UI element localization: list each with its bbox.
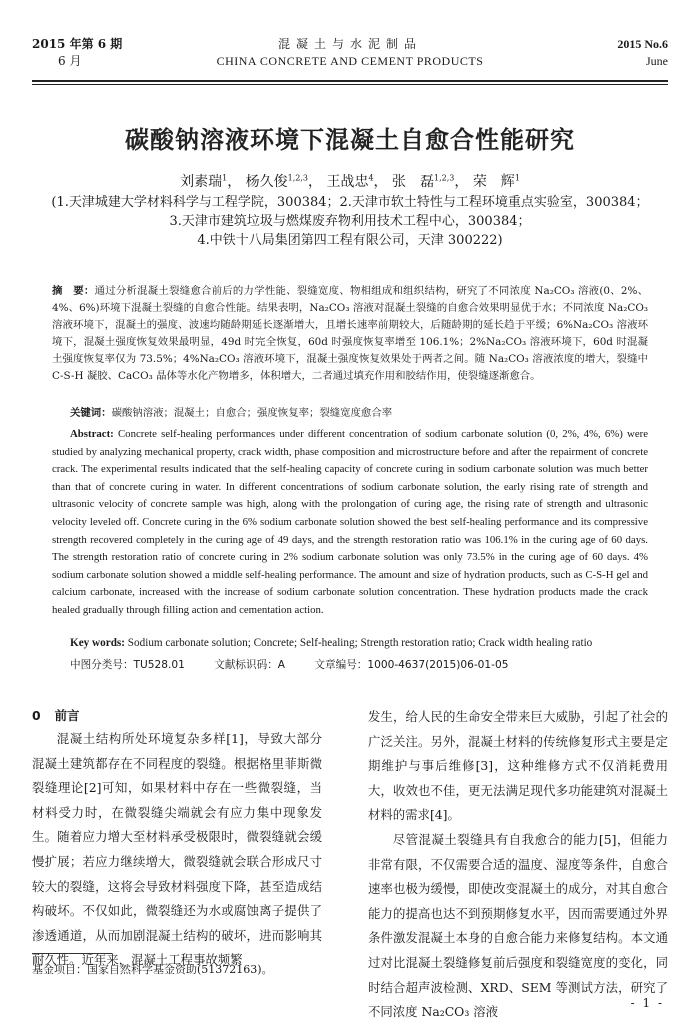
abstract-cn-label: 摘 要：: [52, 285, 95, 297]
header-issue-number: 2015 No.6: [617, 37, 668, 51]
affiliation-line: 3.天津市建筑垃圾与燃煤废弃物利用技术工程中心，300384；: [169, 214, 531, 229]
author-list: 刘素瑞$^1$， 杨久俊$^{1,2,3}$， 王战忠$^4$， 张 磊$^{1,2,3}$， 荣 辉$^1$: [180, 173, 520, 190]
document-code: 文献标识码：A: [214, 659, 286, 671]
author: 荣 辉$^1$: [472, 173, 520, 190]
page-number: - 1 -: [630, 996, 664, 1010]
classification-line: [70, 657, 648, 672]
body-paragraph: 混凝土结构所处环境复杂多样[1]，导致大部分混凝土建筑都存在不同程度的裂缝。根据格里菲斯微裂缝理论[2]可知，如果材料中存在一些微裂缝，当材料受力时，在微裂缝尖端就会有应力集中现象发生。随着应力增大至材料承受极限时，微裂缝就会缓慢扩展；若应力继续增大，微裂缝就会联合形成尺寸较大的裂缝，这将会导致材料强度下降，甚至造成结构破坏。不仅如此，微裂缝还为水或腐蚀离子提供了渗透通道，从而加剧混凝土结构的破坏，进而影响其耐久性。近年来，混凝土工程事故频繁: [32, 731, 322, 968]
affiliation-line: 4.中铁十八局集团第四工程有限公司，天津 300222): [197, 233, 503, 248]
header-journal-cn: 混凝土与水泥制品: [277, 37, 422, 51]
body-paragraph: 尽管混凝土裂缝具有自我愈合的能力[5]，但能力非常有限，不仅需要合适的温度、湿度等条件，自愈合速率也极为缓慢，即使改变混凝土的成分，对其自愈合能力的提高也达不到预期修复水平，因而需要通过外界条件激发混凝土本身的自愈合能力来修复结构。本文通过对比混凝土裂缝修复前后强度和裂缝宽度的变化，同时结合超声波检测、XRD、SEM 等测试方法，研究了不同浓度 Na₂CO₃ 溶液: [368, 831, 668, 1020]
body-paragraph: 发生，给人民的生命安全带来巨大威胁，引起了社会的广泛关注。另外，混凝土材料的传统修复形式主要是定期维护与事后维修[3]，这种维修方式不仅消耗费用大，收效也不佳，更无法满足现代多功能建筑对混凝土材料的需求[4]。: [368, 709, 668, 823]
footnote-rule: [32, 953, 112, 954]
body-column-left: [32, 705, 322, 973]
author: 张 磊$^{1,2,3}$: [392, 173, 455, 190]
abstract-en: [52, 426, 648, 620]
header-month-en: June: [646, 54, 668, 68]
section-title: 前言: [54, 708, 80, 723]
clc-number: 中图分类号：TU528.01: [70, 659, 185, 671]
running-header: [32, 36, 668, 78]
author: 刘素瑞$^1$: [180, 173, 228, 190]
keywords-cn-text: 碳酸钠溶液；混凝土；自愈合；强度恢复率；裂缝宽度愈合率: [111, 407, 393, 419]
affiliation-line: (1.天津城建大学材料科学与工程学院，300384；2.天津市软土特性与工程环境重点实验室，300384；: [51, 195, 649, 210]
abstract-cn-text: 通过分析混凝土裂缝愈合前后的力学性能、裂缝宽度、物相组成和组织结构，研究了不同浓度 Na₂CO₃ 溶液(0、2%、4%、6%)环境下混凝土裂缝的自愈合性能。结果表明，Na₂CO₃ 溶液对混凝土裂缝的自愈合效果明显优于水；不同浓度 Na₂CO₃ 溶液环境下，混凝土的强度、波速均随龄期延长逐渐增大，且增长速率前期较大，后随龄期的延长趋于平缓；6%Na₂CO₃ 溶液环境下，混凝土强度恢复效果最明显，49d 时完全恢复，60d 时强度恢复率增至 106.1%；2%Na₂CO₃ 溶液环境下，60d 时混凝土强度恢复率仅为 73.5%；4%Na₂CO₃ 溶液环境下，混凝土强度恢复效果处于两者之间。随 Na₂CO₃ 溶液浓度的增大，裂缝中 C-S-H 凝胶、CaCO₃ 晶体等水化产物增多，体积增大，二者通过填充作用和胶结作用，使裂缝逐渐愈合。: [52, 285, 649, 382]
funding-footnote: 基金项目：国家自然科学基金资助(51372163)。: [32, 963, 273, 976]
affiliations: [48, 193, 652, 250]
keywords-en-text: Sodium carbonate solution; Concrete; Self-healing; Strength restoration ratio; Crack width healing ratio: [127, 637, 593, 649]
header-journal-en: CHINA CONCRETE AND CEMENT PRODUCTS: [216, 54, 484, 68]
header-rule-thin: [32, 84, 668, 85]
header-month: 6 月: [58, 54, 82, 68]
header-issue-en: [617, 36, 668, 70]
header-journal: [32, 36, 668, 70]
abstract-en-text: Concrete self-healing performances under different concentration of sodium carbonate solution (0, 2%, 4%, 6%) were studied by analyzing mechanical property, crack width, phase composition and microstructure before and after the repairment of concrete crack. The experimental results indicated that the self-healing capacity of concrete curing in sodium carbonate solution was much better than that of concrete curing in water. In different concentrations of sodium carbonate solution, the early rising rate of strength and ultrasonic velocity of concrete sample was high, along with the prolongation of curing age, the rising rate of strength and ultrasonic velocity leveled off. Concrete curing in the 6% sodium carbonate solution showed the best self-healing performance and its compressive strength recovered completely in the curing age of 49 days, and the strength restoration ratio was 106.1% in the curing age of 60 days. The strength restoration ratio of concrete curing in 2% sodium carbonate solution was only 73.5% in the curing age of 60 days. 4% sodium carbonate solution showed a middle self-healing performance. The amount and size of hydration products, such as C-S-H gel and calcium carbonate, increased with the increase of sodium carbonate solution concentration. These hydration products made the crack healed gradually through filling action and cementation action.: [52, 428, 649, 616]
header-rule-thick: [32, 80, 668, 82]
body-column-right: [368, 705, 668, 1025]
article-number: 文章编号：1000-4637(2015)06-01-05: [314, 659, 509, 671]
keywords-cn: [70, 404, 648, 419]
section-number: 0: [32, 708, 41, 723]
author: 杨久俊$^{1,2,3}$: [245, 173, 308, 190]
author: 王战忠$^4$: [326, 173, 374, 190]
header-year-issue: 2015 年第 6 期: [32, 37, 123, 51]
abstract-en-label: Abstract:: [70, 428, 114, 440]
keywords-cn-label: 关键词：: [70, 407, 112, 419]
paper-title: 碳酸钠溶液环境下混凝土自愈合性能研究: [125, 126, 575, 154]
abstract-cn: [52, 283, 648, 385]
keywords-en: [70, 637, 648, 649]
keywords-en-label: Key words:: [70, 637, 125, 649]
section-heading: [32, 705, 322, 727]
